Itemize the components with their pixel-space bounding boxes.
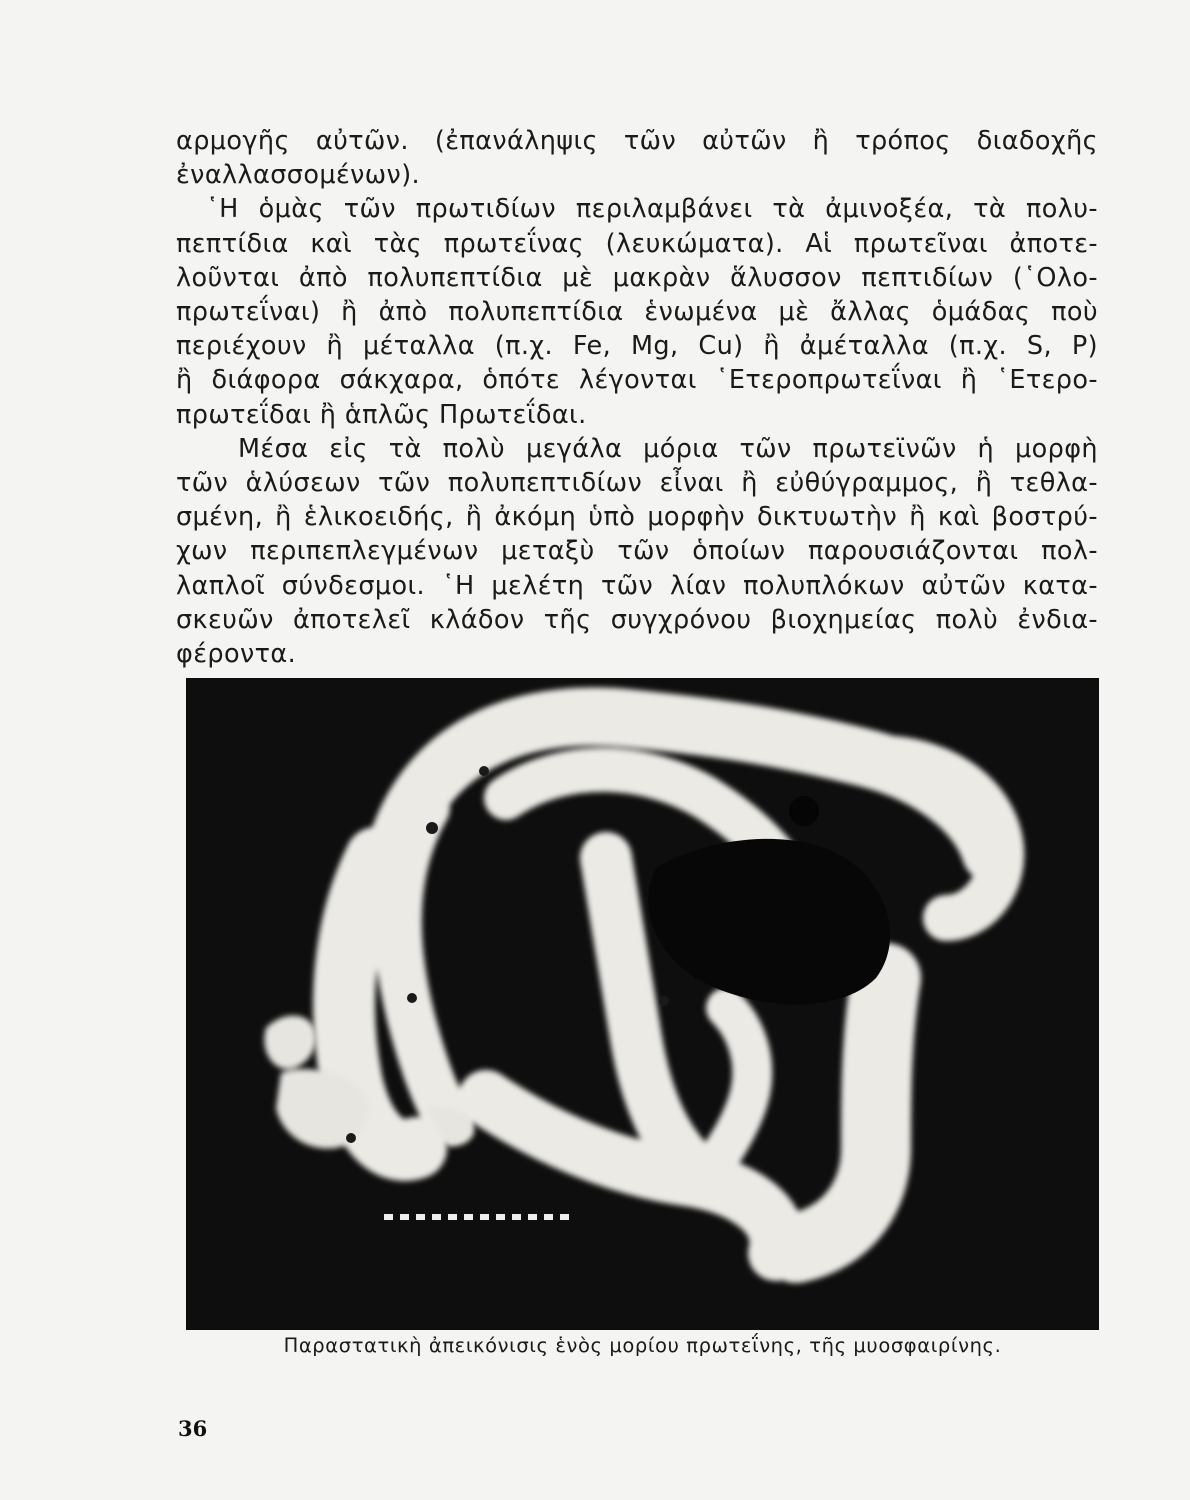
paragraph-3: [176, 432, 1098, 671]
text-line: ἢ διάφορα σάκχαρα, ὁπότε λέγονται ῾Ετεροπρωτεΐναι ἢ ῾Ετερο-: [176, 365, 1098, 396]
text-line: ῾Η ὁμὰς τῶν πρωτιδίων περιλαμβάνει τὰ ἀμινοξέα, τὰ πολυ-: [206, 194, 1098, 225]
text-line: χων περιπεπλεγμένων μεταξὺ τῶν ὁποίων παρουσιάζονται πολ-: [176, 536, 1098, 567]
body-text: [176, 124, 1098, 671]
text-line: περιέχουν ἢ μέταλλα (π.χ. Fe, Mg, Cu) ἢ ἀμέταλλα (π.χ. S, P): [176, 331, 1098, 362]
myoglobin-model-photo: [186, 678, 1099, 1330]
text-line: ἐναλλασσομένων).: [176, 160, 421, 191]
text-line: πρωτεΐναι) ἢ ἀπὸ πολυπεπτίδια ἑνωμένα μὲ ἄλλας ὁμάδας ποὺ: [176, 297, 1098, 328]
figure-caption: Παραστατικὴ ἀπεικόνισις ἑνὸς μορίου πρωτεΐνης, τῆς μυοσφαιρίνης.: [283, 1334, 1002, 1357]
text-line: λαπλοῖ σύνδεσμοι. ῾Η μελέτη τῶν λίαν πολυπλόκων αὐτῶν κατα-: [176, 570, 1098, 601]
text-line: πρωτεΐδαι ἢ ἁπλῶς Πρωτεΐδαι.: [176, 399, 587, 430]
paragraph-1: [176, 124, 1098, 192]
text-line: σκευῶν ἀποτελεῖ κλάδον τῆς συγχρόνου βιοχημείας πολὺ ἐνδια-: [176, 604, 1098, 635]
page-number: 36: [178, 1416, 208, 1441]
text-line: αρμογῆς αὐτῶν. (ἐπανάληψις τῶν αὐτῶν ἢ τρόπος διαδοχῆς: [176, 126, 1098, 156]
text-line: Μέσα εἰς τὰ πολὺ μεγάλα μόρια τῶν πρωτεϊνῶν ἡ μορφὴ: [238, 433, 1098, 464]
text-line: πεπτίδια καὶ τὰς πρωτεΐνας (λευκώματα). Αἱ πρωτεῖναι ἀποτε-: [176, 228, 1098, 259]
text-line: σμένη, ἢ ἑλικοειδής, ἢ ἀκόμη ὑπὸ μορφὴν δικτυωτὴν ἢ καὶ βοστρύ-: [176, 502, 1098, 533]
text-line: λοῦνται ἀπὸ πολυπεπτίδια μὲ μακρὰν ἅλυσσον πεπτιδίων (῾Ολο-: [176, 262, 1098, 293]
paragraph-2: [176, 192, 1098, 431]
protein-tube-model: [186, 678, 1099, 1330]
text-line: τῶν ἁλύσεων τῶν πολυπεπτιδίων εἶναι ἢ εὐθύγραμμος, ἢ τεθλα-: [176, 468, 1098, 499]
text-line: φέροντα.: [176, 639, 297, 670]
